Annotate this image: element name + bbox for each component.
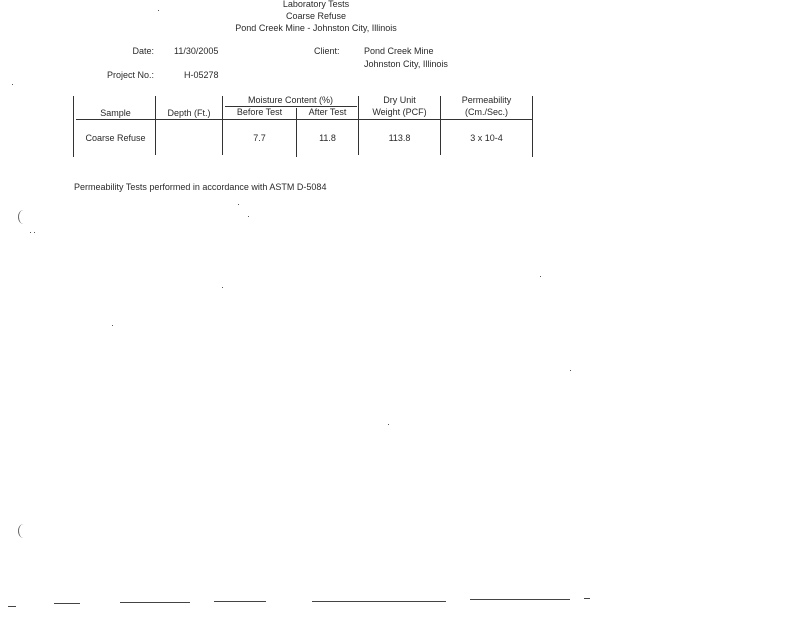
scan-speck: [34, 232, 35, 233]
report-subtitle: Coarse Refuse: [285, 11, 347, 21]
header-depth: Depth (Ft.): [167, 108, 211, 118]
bottom-edge-line: [120, 602, 190, 603]
cell-permeability: 3 x 10-4: [470, 133, 503, 143]
table-left-border: [73, 96, 74, 157]
table-right-border: [532, 96, 533, 157]
cell-dry-unit-weight: 113.8: [388, 133, 411, 143]
bottom-edge-line: [54, 603, 80, 604]
project-number: H-05278: [184, 70, 219, 80]
bottom-edge-line: [584, 598, 590, 599]
scan-speck: [388, 424, 389, 425]
report-title: Laboratory Tests: [282, 0, 350, 9]
cell-before-test: 7.7: [253, 133, 266, 143]
punch-hole-mark: [18, 524, 29, 538]
date-value: 11/30/2005: [174, 46, 219, 56]
date-label: Date:: [132, 46, 154, 56]
report-title-block: [186, 0, 446, 34]
cell-after-test: 11.8: [319, 133, 336, 143]
header-dry-unit: Dry Unit: [383, 95, 416, 105]
cell-sample: Coarse Refuse: [85, 133, 146, 143]
table-header-rule: [76, 119, 533, 120]
header-dry-unit-weight: Weight (PCF): [372, 107, 427, 117]
bottom-edge-line: [214, 601, 266, 602]
bottom-edge-line: [8, 606, 16, 607]
bottom-edge-line: [312, 601, 446, 602]
scan-speck: [158, 10, 159, 11]
scan-speck: [248, 216, 249, 217]
scan-speck: [570, 370, 571, 371]
scan-speck: [222, 287, 223, 288]
report-location: Pond Creek Mine - Johnston City, Illinois: [235, 23, 397, 33]
scan-speck: [30, 232, 31, 233]
scan-speck: [112, 325, 113, 326]
header-sample: Sample: [100, 108, 131, 118]
scan-speck: [238, 204, 239, 205]
scan-speck: [12, 84, 13, 85]
header-after-test: After Test: [308, 107, 347, 117]
header-moisture-content: Moisture Content (%): [247, 95, 334, 105]
header-before-test: Before Test: [236, 107, 283, 117]
punch-hole-mark: [18, 210, 29, 224]
client-name: Pond Creek Mine: [364, 46, 434, 56]
bottom-edge-line: [470, 599, 570, 600]
scan-speck: [540, 276, 541, 277]
test-method-note: Permeability Tests performed in accordance with ASTM D-5084: [74, 182, 327, 192]
header-permeability: Permeability: [461, 95, 512, 105]
client-location: Johnston City, Illinois: [364, 59, 448, 69]
client-label: Client:: [314, 46, 340, 56]
header-permeability-units: (Cm./Sec.): [464, 107, 508, 117]
project-label: Project No.:: [106, 70, 154, 80]
column-divider-sample: [155, 96, 156, 155]
